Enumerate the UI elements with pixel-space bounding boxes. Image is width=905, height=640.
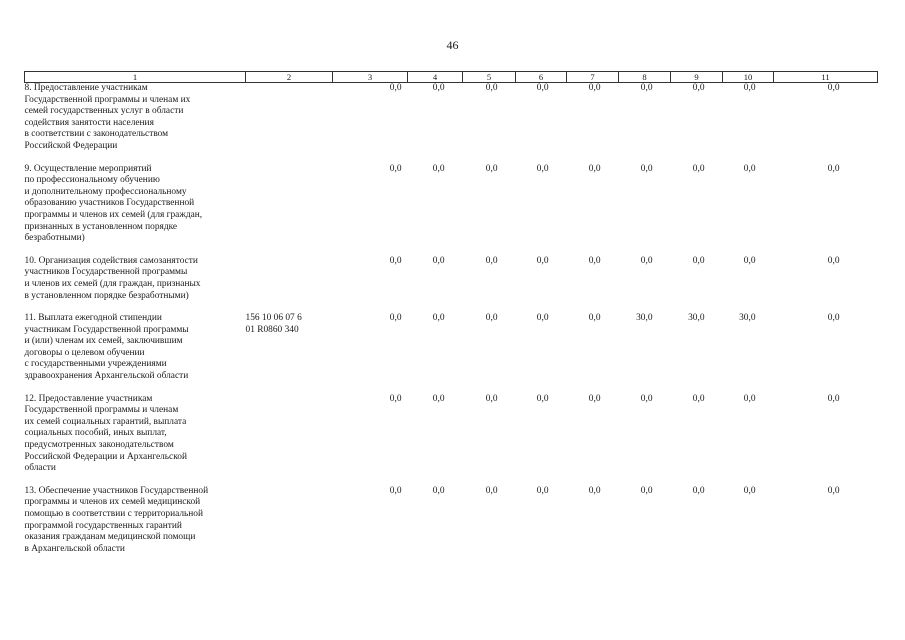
value-cell: 0,0 <box>588 163 601 174</box>
value-cell: 0,0 <box>827 485 840 496</box>
value-cell: 0,0 <box>743 485 756 496</box>
value-cell: 0,0 <box>640 163 653 174</box>
row-title: 10. Организация содействия самозанятости участников Государственной программы и членов их семей (для граждан, признаных в установленном порядке безработными) <box>24 255 201 301</box>
header-col-1: 1 <box>25 72 246 83</box>
header-col-8: 8 <box>619 72 671 83</box>
budget-table <box>24 71 878 555</box>
value-cell: 0,0 <box>743 163 756 174</box>
header-col-9: 9 <box>671 72 723 83</box>
value-cell: 0,0 <box>485 313 498 324</box>
value-cell: 0,0 <box>692 163 705 174</box>
value-cell: 0,0 <box>743 393 756 404</box>
value-cell: 0,0 <box>640 393 653 404</box>
row-code <box>246 394 333 475</box>
row-spacer <box>25 245 878 256</box>
value-cell: 0,0 <box>588 83 601 93</box>
value-cell: 0,0 <box>588 255 601 266</box>
header-col-2: 2 <box>246 72 333 83</box>
table-row <box>25 313 878 383</box>
row-code <box>246 83 333 153</box>
value-cell: 0,0 <box>389 83 402 93</box>
value-cell: 0,0 <box>640 255 653 266</box>
value-cell: 0,0 <box>389 313 402 324</box>
value-cell: 0,0 <box>692 83 705 93</box>
value-cell: 0,0 <box>432 163 445 174</box>
row-spacer <box>25 302 878 313</box>
value-cell: 0,0 <box>692 393 705 404</box>
value-cell: 0,0 <box>432 485 445 496</box>
value-cell: 0,0 <box>536 163 549 174</box>
row-code <box>246 164 333 245</box>
value-cell: 0,0 <box>640 485 653 496</box>
value-cell: 0,0 <box>743 83 756 93</box>
value-cell: 0,0 <box>588 485 601 496</box>
value-cell: 0,0 <box>432 313 445 324</box>
header-col-10: 10 <box>723 72 774 83</box>
row-title: 9. Осуществление мероприятий по профессиональному обучению и дополнительному профессиональному образованию участников Государственной программы и членов их семей (для граждан, признанных в установленном порядке безработными) <box>24 163 203 244</box>
value-cell: 0,0 <box>536 485 549 496</box>
value-cell: 0,0 <box>588 313 601 324</box>
header-col-3: 3 <box>333 72 408 83</box>
value-cell: 30,0 <box>636 313 653 324</box>
value-cell: 0,0 <box>588 393 601 404</box>
table-row <box>25 486 878 556</box>
value-cell: 0,0 <box>485 485 498 496</box>
page-number: 46 <box>446 38 459 52</box>
row-title: 8. Предоставление участникам Государственной программы и членам их семей государственных услуг в области содействия занятости населения в соответствии с законодательством Российской Федерации <box>24 83 191 151</box>
value-cell: 0,0 <box>389 163 402 174</box>
value-cell: 0,0 <box>536 393 549 404</box>
table-row <box>25 394 878 475</box>
row-spacer <box>25 475 878 486</box>
value-cell: 0,0 <box>389 393 402 404</box>
value-cell: 0,0 <box>692 255 705 266</box>
row-code <box>246 486 333 556</box>
value-cell: 30,0 <box>688 313 705 324</box>
table-row <box>25 256 878 302</box>
table-body <box>25 83 878 556</box>
value-cell: 0,0 <box>827 393 840 404</box>
row-code: 156 10 06 07 6 01 R0860 340 <box>245 313 302 335</box>
value-cell: 0,0 <box>536 83 549 93</box>
header-col-11: 11 <box>774 72 878 83</box>
header-col-7: 7 <box>567 72 619 83</box>
row-spacer <box>25 383 878 394</box>
value-cell: 0,0 <box>485 83 498 93</box>
value-cell: 0,0 <box>827 163 840 174</box>
value-cell: 0,0 <box>485 163 498 174</box>
header-col-6: 6 <box>516 72 567 83</box>
header-row <box>25 72 878 83</box>
value-cell: 0,0 <box>536 313 549 324</box>
value-cell: 0,0 <box>389 255 402 266</box>
value-cell: 0,0 <box>432 255 445 266</box>
value-cell: 0,0 <box>743 255 756 266</box>
table-row <box>25 83 878 153</box>
value-cell: 0,0 <box>827 83 840 93</box>
table-row <box>25 164 878 245</box>
value-cell: 0,0 <box>485 255 498 266</box>
value-cell: 0,0 <box>432 393 445 404</box>
header-col-5: 5 <box>463 72 516 83</box>
row-title: 13. Обеспечение участников Государственной программы и членов их семей медицинской помощью в соответствии с территориальной программой государственных гарантий оказания гражданам медицинской помощи в Архангельской области <box>24 485 209 554</box>
row-title: 12. Предоставление участникам Государственной программы и членам их семей социальных гарантий, выплата социальных пособий, иных выплат, предусмотренных законодательством Российской Федерации и Архангельской области <box>24 393 188 474</box>
header-col-4: 4 <box>408 72 463 83</box>
value-cell: 0,0 <box>485 393 498 404</box>
value-cell: 0,0 <box>389 485 402 496</box>
value-cell: 0,0 <box>827 313 840 324</box>
value-cell: 0,0 <box>827 255 840 266</box>
table-header <box>25 72 878 83</box>
row-title: 11. Выплата ежегодной стипендии участникам Государственной программы и (или) членам их семей, заключившим договоры о целевом обучении с государственными учреждениями здравоохранения Архангельской области <box>24 313 189 382</box>
value-cell: 0,0 <box>640 83 653 93</box>
value-cell: 0,0 <box>692 485 705 496</box>
value-cell: 30,0 <box>739 313 756 324</box>
value-cell: 0,0 <box>536 255 549 266</box>
value-cell: 0,0 <box>432 83 445 93</box>
row-code <box>246 256 333 302</box>
row-spacer <box>25 153 878 164</box>
